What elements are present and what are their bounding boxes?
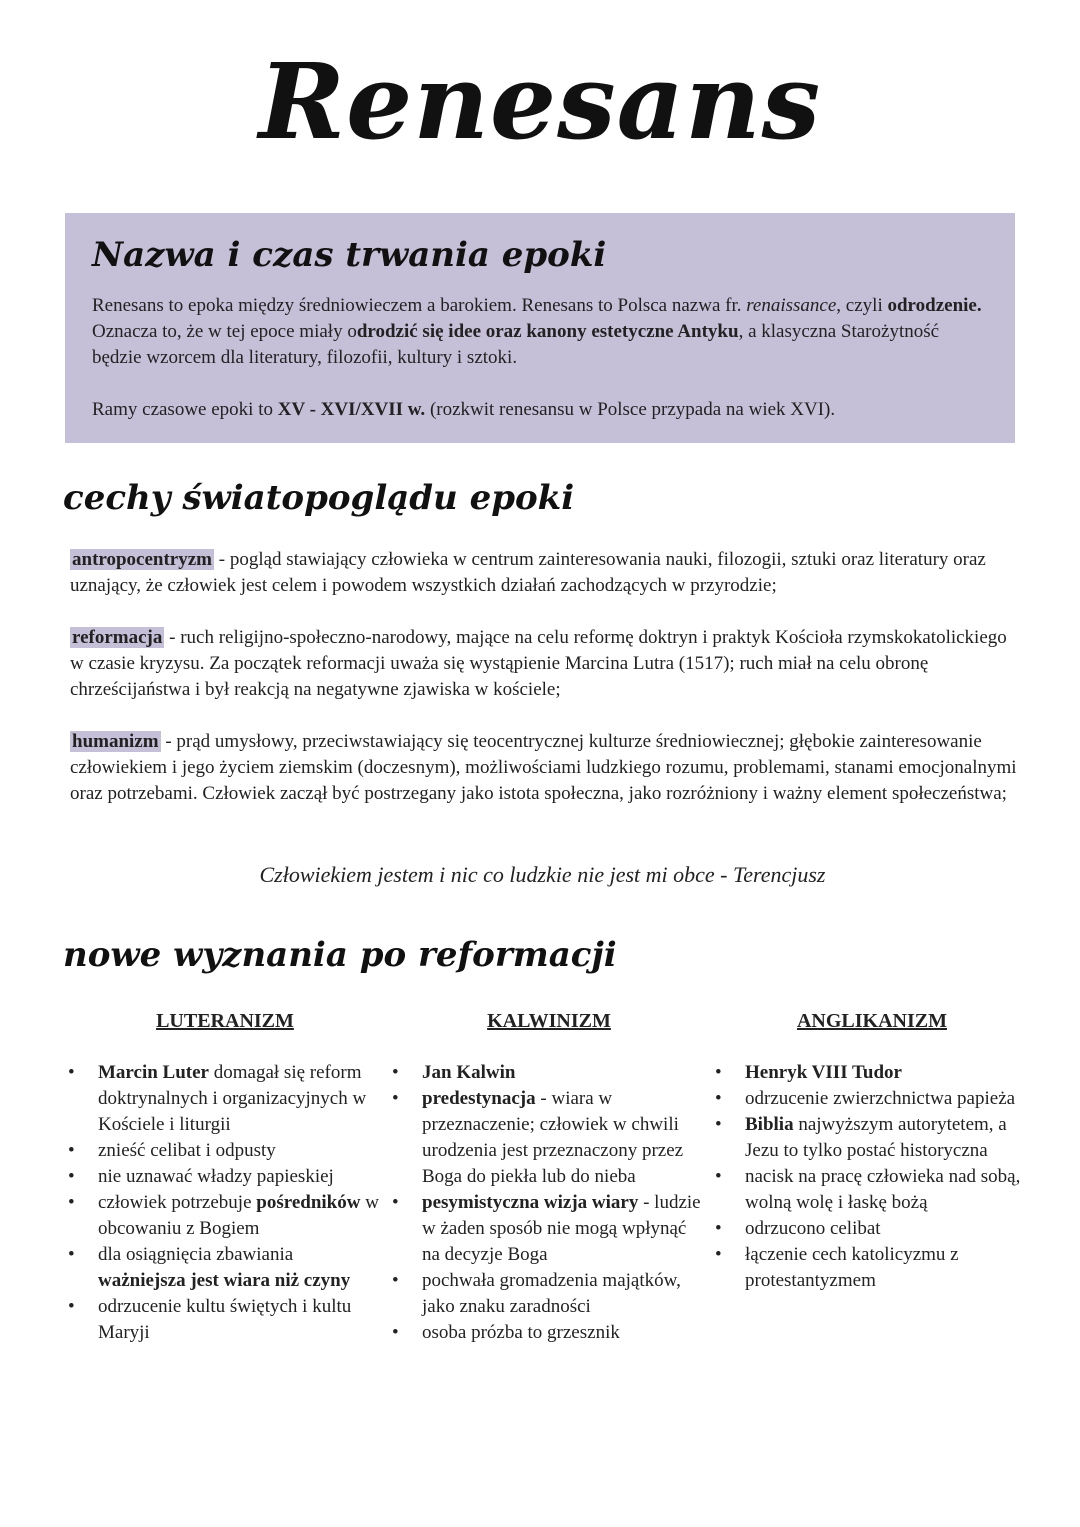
quote: Człowiekiem jestem i nic co ludzkie nie jest mi obce - Terencjusz — [259, 862, 826, 887]
features-heading: cechy światopoglądu epoki — [63, 478, 575, 518]
page-title: Renesans — [258, 40, 822, 163]
anglikanizm-title: ANGLIKANIZM — [796, 1010, 947, 1032]
column-anglikanizm — [712, 1008, 1032, 1294]
feature-humanizm: humanizm - prąd umysłowy, przeciwstawiający się teocentrycznej kulturze średniowiecznej; głębokie zainteresowanie człowiekiem i jego życiem ziemskim (doczesnym), możliwościami ludzkiego rozumu, problemami, stanami emocjonalnymi oraz potrzebami. Człowiek zaczął być postrzegany jako istota społeczna, jako rozróżniony i ważny element społeczeństwa; — [70, 731, 1017, 804]
column-luteranizm — [65, 1008, 385, 1346]
column-kalwinizm — [389, 1008, 709, 1346]
list-item: • Jan Kalwin — [389, 1060, 709, 1086]
kalwinizm-title: KALWINIZM — [487, 1010, 611, 1032]
list-item: • dla osiągnięcia zbawiania ważniejsza jest wiara niż czyny — [65, 1242, 385, 1294]
feature-antropocentryzm: antropocentryzm - pogląd stawiający człowieka w centrum zainteresowania nauki, filozogii, sztuki oraz literatury oraz uznający, że człowiek jest celem i powodem wszystkich działań zachodzących w przyrodzie; — [70, 549, 986, 596]
list-item: • człowiek potrzebuje pośredników w obcowaniu z Bogiem — [65, 1190, 385, 1242]
list-item: • nie uznawać władzy papieskiej — [65, 1164, 385, 1190]
list-item: • odrzucenie kultu świętych i kultu Maryji — [65, 1294, 385, 1346]
feature-reformacja: reformacja - ruch religijno-społeczno-narodowy, mające na celu reformę doktryn i praktyk Kościoła rzymskokatolickiego w czasie kryzysu. Za początek reformacji uważa się wystąpienie Marcina Lutra (1517); ruch miał na celu obronę chrześcijaństwa i był reakcją na negatywne zjawiska w kościele; — [70, 627, 1007, 700]
features-list — [70, 547, 1020, 833]
list-item: • pochwała gromadzenia majątków, jako znaku zaradności — [389, 1268, 709, 1320]
intro-heading: Nazwa i czas trwania epoki — [92, 235, 607, 275]
list-item: • znieść celibat i odpusty — [65, 1138, 385, 1164]
list-item: • odrzucenie zwierzchnictwa papieża — [712, 1086, 1032, 1112]
time-frame-paragraph: Ramy czasowe epoki to XV - XVI/XVII w. (rozkwit renesansu w Polsce przypada na wiek XVI). — [92, 399, 836, 420]
list-item: • Biblia najwyższym autorytetem, a Jezu to tylko postać historyczna — [712, 1112, 1032, 1164]
intro-paragraph: Renesans to epoka między średniowieczem a barokiem. Renesans to Polsca nazwa fr. renaissance, czyli odrodzenie. Oznacza to, że w tej epoce miały odrodzić się idee oraz kanony estetyczne Antyku, a klasyczna Starożytność będzie wzorcem dla literatury, filozofii, kultury i sztoki. — [92, 295, 982, 368]
list-item: • odrzucono celibat — [712, 1216, 1032, 1242]
luteranizm-title: LUTERANIZM — [156, 1010, 294, 1032]
intro-box — [65, 213, 1015, 443]
list-item: • osoba prózba to grzesznik — [389, 1320, 709, 1346]
list-item: • predestynacja - wiara w przeznaczenie; człowiek w chwili urodzenia jest przeznaczony przez Boga do piekła lub do nieba — [389, 1086, 709, 1190]
list-item: • nacisk na pracę człowieka nad sobą, wolną wolę i łaskę bożą — [712, 1164, 1032, 1216]
confessions-heading: nowe wyznania po reformacji — [63, 935, 617, 975]
list-item: • Marcin Luter domagał się reform doktrynalnych i organizacyjnych w Kościele i liturgii — [65, 1060, 385, 1138]
list-item: • pesymistyczna wizja wiary - ludzie w żaden sposób nie mogą wpłynąć na decyzje Boga — [389, 1190, 709, 1268]
list-item: • łączenie cech katolicyzmu z protestantyzmem — [712, 1242, 1032, 1294]
list-item: • Henryk VIII Tudor — [712, 1060, 1032, 1086]
